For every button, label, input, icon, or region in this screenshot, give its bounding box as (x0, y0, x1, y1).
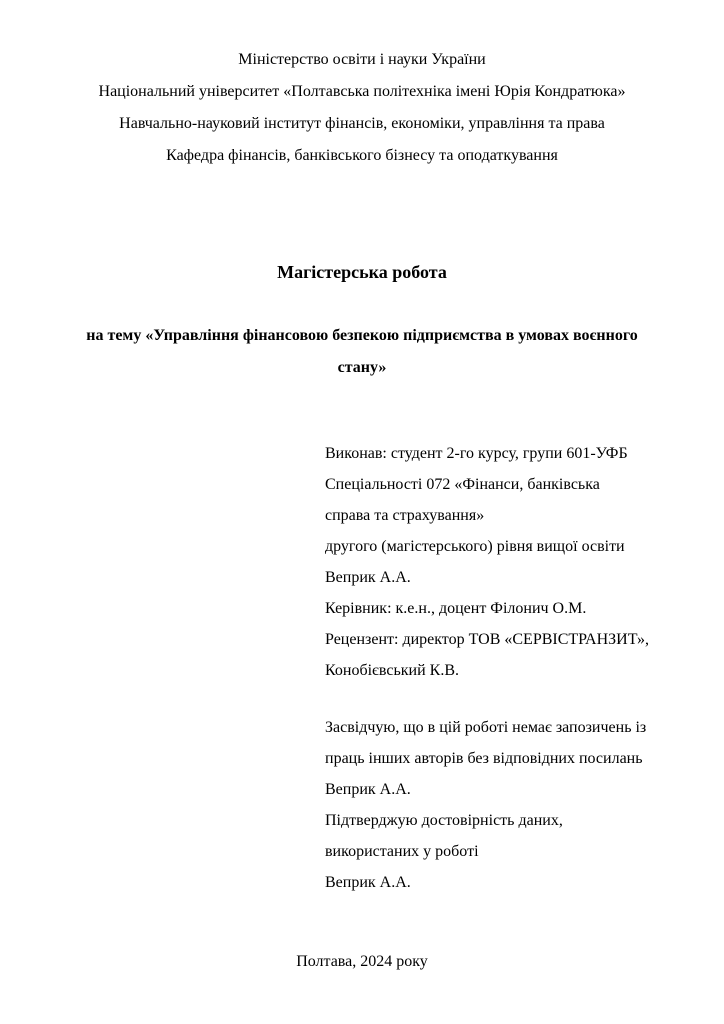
document-title: Магістерська робота (277, 262, 447, 282)
attestation-block (325, 712, 724, 898)
attestation-signature-1: Веприк А.А. (325, 781, 411, 798)
department-line: Кафедра фінансів, банківського бізнесу та оподаткування (166, 147, 558, 164)
performer-line: Виконав: студент 2-го курсу, групи 601-УФБ (325, 445, 628, 462)
university-line: Національний університет «Полтавська політехніка імені Юрія Кондратюка» (98, 83, 626, 100)
author-details-block (325, 438, 724, 686)
education-level-line: другого (магістерського) рівня вищої освіти (325, 538, 625, 555)
no-plagiarism-continuation-line: праць інших авторів без відповідних посилань (325, 750, 643, 767)
no-plagiarism-line: Засвідчую, що в цій роботі немає запозичень із (325, 719, 647, 736)
author-name-line: Веприк А.А. (325, 569, 411, 586)
data-accuracy-continuation-line: використаних у роботі (325, 843, 479, 860)
place-year-line: Полтава, 2024 року (296, 953, 428, 970)
institute-line: Навчально-науковий інститут фінансів, економіки, управління та права (119, 115, 605, 132)
ministry-line: Міністерство освіти і науки України (238, 51, 486, 68)
data-accuracy-line: Підтверджую достовірність даних, (325, 812, 563, 829)
specialty-continuation-line: справа та страхування» (325, 507, 485, 524)
attestation-signature-2: Веприк А.А. (325, 874, 411, 891)
specialty-line: Спеціальності 072 «Фінанси, банківська (325, 476, 600, 493)
supervisor-line: Керівник: к.е.н., доцент Філонич О.М. (325, 600, 587, 617)
thesis-topic: на тему «Управління фінансовою безпекою підприємства в умовах воєнного стану» (86, 327, 638, 376)
institution-header (0, 44, 724, 172)
reviewer-name-line: Конобієвський К.В. (325, 662, 459, 679)
reviewer-line: Рецензент: директор ТОВ «СЕРВІСТРАНЗИТ», (325, 631, 650, 648)
